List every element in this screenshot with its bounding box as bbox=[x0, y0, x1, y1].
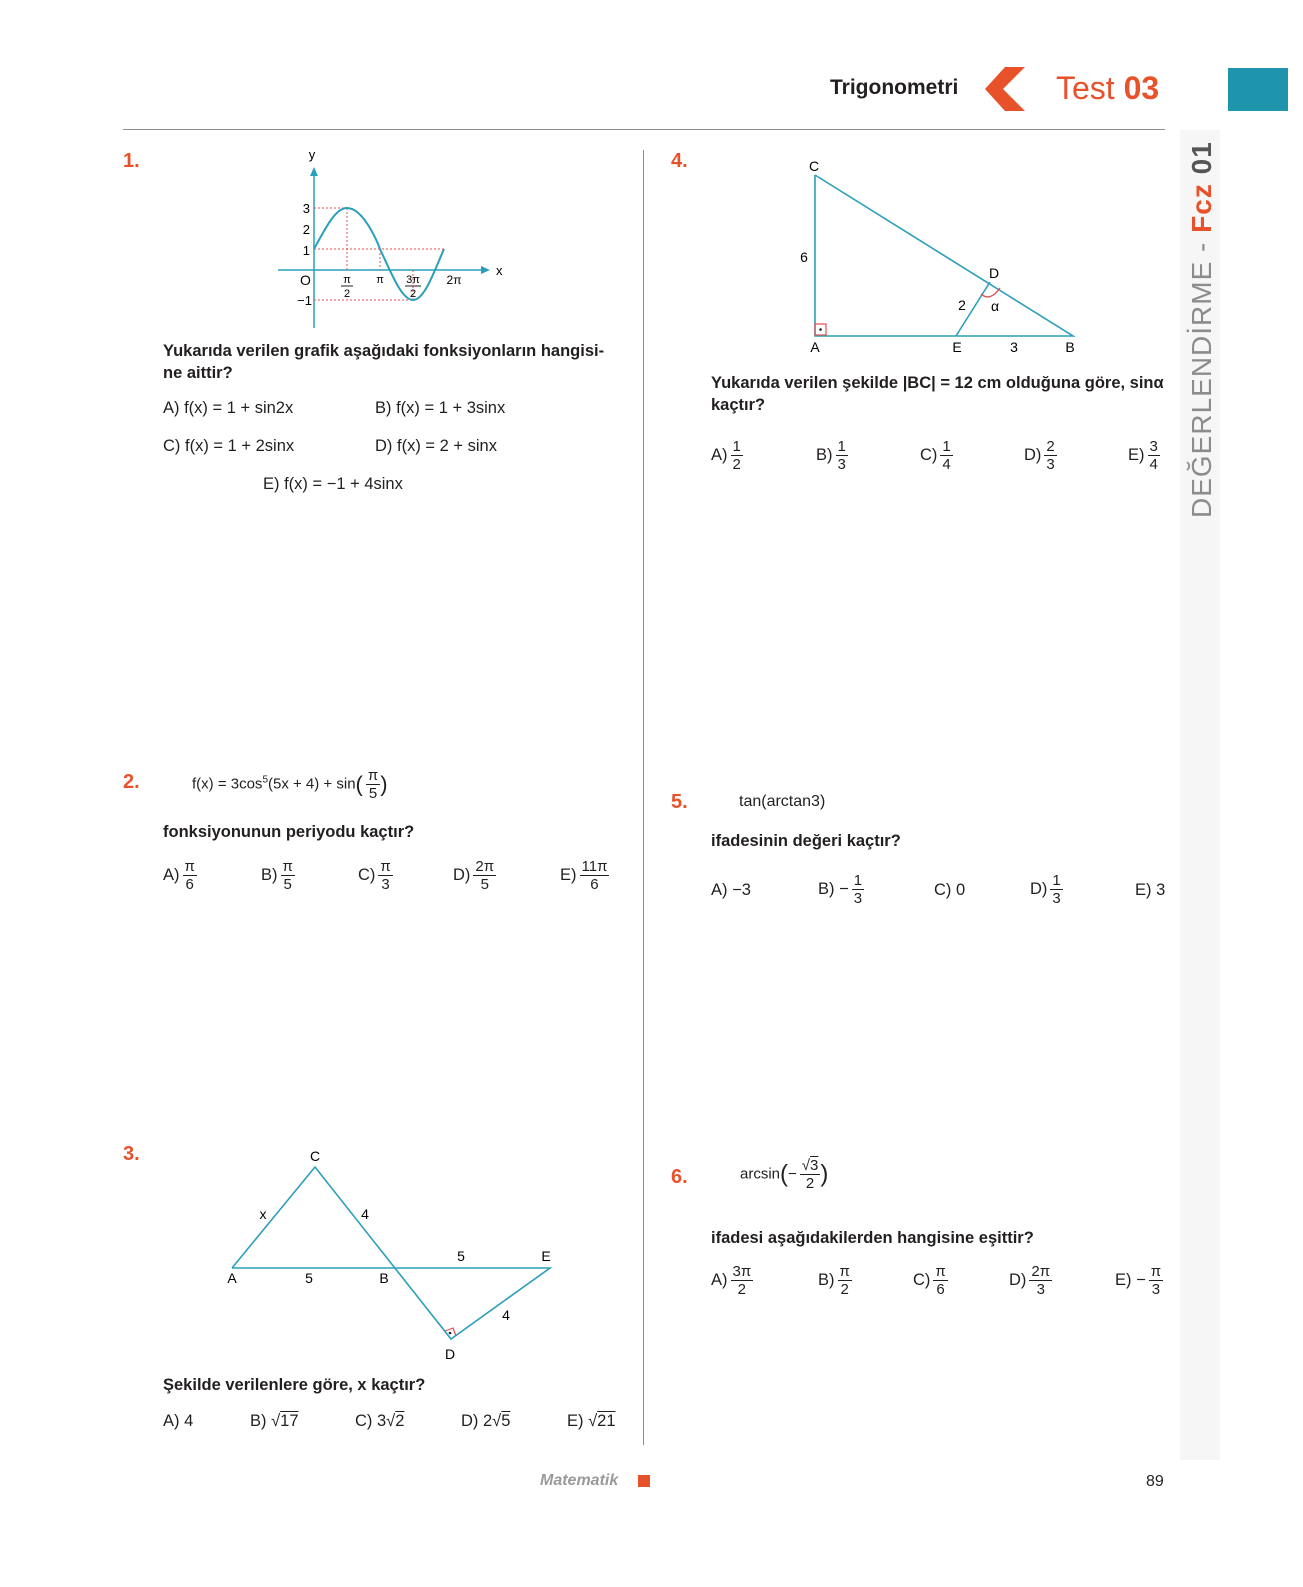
q2-formula: $f(x) = 3\cos^5(5x + 4) + \sin$( $\frac{\pi}{5}$ ) bbox=[192, 767, 388, 802]
footer-subject: Matematik bbox=[540, 1472, 619, 1489]
q2-formula-exp: 5 bbox=[262, 774, 268, 786]
q2-option-e[interactable]: E) $\frac{11\pi}{6}$ bbox=[560, 858, 608, 893]
q6-sign: − bbox=[788, 1165, 797, 1183]
section-number: 01 bbox=[1186, 141, 1217, 175]
q4-label-e: E bbox=[952, 339, 962, 355]
q6-option-e[interactable]: E) − $\frac{\pi}{3}$ bbox=[1115, 1263, 1162, 1298]
q4-option-d[interactable]: D) $\frac{2}{3}$ bbox=[1024, 438, 1055, 473]
q1-tick-pi2-num: π bbox=[343, 274, 351, 286]
side-tab bbox=[1228, 68, 1288, 111]
footer-square-icon bbox=[638, 1475, 650, 1487]
q6-fn: arcsin bbox=[740, 1165, 781, 1183]
chevron-left-icon bbox=[985, 67, 1025, 111]
q5-expression: tan(arctan3) bbox=[739, 793, 826, 810]
q1-tick-pi: π bbox=[376, 274, 384, 286]
q6-option-a[interactable]: A) $\frac{3\pi}{2}$ bbox=[711, 1263, 752, 1298]
page-number: 89 bbox=[1146, 1473, 1164, 1490]
q3-figure bbox=[215, 1145, 565, 1370]
q3-label-e: E bbox=[541, 1248, 551, 1264]
header-title: Trigonometri bbox=[830, 76, 959, 99]
q1-option-c[interactable]: C) f(x) = 1 + 2sinx bbox=[163, 437, 295, 455]
q6-option-b[interactable]: B) $\frac{\pi}{2}$ bbox=[818, 1263, 850, 1298]
q3-option-d[interactable]: D) 2√5 bbox=[461, 1412, 511, 1430]
q1-option-d[interactable]: D) f(x) = 2 + sinx bbox=[375, 437, 497, 455]
q6-number: 6. bbox=[671, 1166, 688, 1188]
q3-label-a: A bbox=[227, 1270, 237, 1286]
q6-option-c[interactable]: C) $\frac{\pi}{6}$ bbox=[913, 1263, 946, 1298]
q1-tick-1: 1 bbox=[302, 243, 310, 258]
section-badge: Fcz bbox=[1186, 183, 1217, 233]
q1-tick-pi2-den: 2 bbox=[343, 288, 351, 300]
q1-tick-2: 2 bbox=[302, 222, 310, 237]
section-separator: - bbox=[1186, 241, 1217, 252]
q1-option-b[interactable]: B) f(x) = 1 + 3sinx bbox=[375, 399, 506, 417]
q6-text: ifadesi aşağıdakilerden hangisine eşittir? bbox=[711, 1229, 1034, 1247]
q3-label-x: x bbox=[259, 1206, 267, 1222]
q1-x-arrow-icon bbox=[481, 266, 490, 274]
q1-y-label: y bbox=[308, 147, 316, 162]
q3-label-de: 4 bbox=[502, 1307, 510, 1323]
q3-option-a[interactable]: A) 4 bbox=[163, 1412, 194, 1430]
q2-option-a[interactable]: A) $\frac{\pi}{6}$ bbox=[163, 858, 195, 893]
q2-option-c[interactable]: C) $\frac{\pi}{3}$ bbox=[358, 858, 391, 893]
q3-label-d: D bbox=[444, 1346, 456, 1362]
q1-graph bbox=[270, 145, 510, 335]
q4-text: Yukarıda verilen şekilde |BC| = 12 cm olduğuna göre, sinα kaçtır? bbox=[711, 374, 1164, 414]
q4-label-ca: 6 bbox=[800, 249, 808, 265]
q1-tick-2pi: 2π bbox=[446, 273, 462, 287]
test-label-text: Test bbox=[1056, 70, 1115, 106]
q1-number: 1. bbox=[123, 150, 140, 172]
q4-number: 4. bbox=[671, 150, 688, 172]
q4-triangle bbox=[815, 175, 1073, 336]
q4-label-d: D bbox=[988, 265, 1000, 281]
q1-x-label: x bbox=[496, 263, 503, 278]
q4-label-alpha: α bbox=[990, 298, 1000, 314]
q3-label-b: B bbox=[379, 1270, 389, 1286]
q6-frac: $\frac{√3}{2}$ bbox=[801, 1157, 819, 1192]
q5-option-b[interactable]: B) − $\frac{1}{3}$ bbox=[818, 872, 863, 907]
section-name: DEĞERLENDİRME bbox=[1186, 260, 1217, 518]
q5-text: ifadesinin değeri kaçtır? bbox=[711, 832, 901, 850]
q4-label-eb: 3 bbox=[1010, 339, 1018, 355]
q1-option-e[interactable]: E) f(x) = −1 + 4sinx bbox=[263, 475, 403, 493]
q5-option-c[interactable]: C) 0 bbox=[934, 881, 966, 899]
q1-tick-3: 3 bbox=[302, 201, 310, 216]
q1-y-arrow-icon bbox=[310, 167, 318, 176]
q2-number: 2. bbox=[123, 771, 140, 793]
q1-tick-3pi2-num: 3π bbox=[406, 274, 420, 286]
q3-number: 3. bbox=[123, 1143, 140, 1165]
q2-option-b[interactable]: B) $\frac{\pi}{5}$ bbox=[261, 858, 293, 893]
q2-formula-lhs: f(x) = 3cos bbox=[192, 775, 263, 793]
q5-option-e[interactable]: E) 3 bbox=[1135, 881, 1166, 899]
vertical-section-label bbox=[1186, 141, 1218, 518]
q1-tick-3pi2-den: 2 bbox=[409, 288, 417, 300]
test-number: 03 bbox=[1123, 70, 1160, 106]
q1-curve bbox=[314, 208, 444, 300]
q3-option-e[interactable]: E) √21 bbox=[567, 1412, 616, 1430]
q3-option-b[interactable]: B) √17 bbox=[250, 1412, 299, 1430]
q3-option-c[interactable]: C) 3√2 bbox=[355, 1412, 405, 1430]
q2-option-d[interactable]: D) $\frac{2\pi}{5}$ bbox=[453, 858, 495, 893]
q1-guides bbox=[314, 208, 444, 300]
q5-option-d[interactable]: D) $\frac{1}{3}$ bbox=[1030, 872, 1061, 907]
q2-text: fonksiyonunun periyodu kaçtır? bbox=[163, 823, 415, 841]
q4-option-b[interactable]: B) $\frac{1}{3}$ bbox=[816, 438, 846, 473]
q1-option-a[interactable]: A) f(x) = 1 + sin2x bbox=[163, 399, 294, 417]
q4-figure bbox=[790, 150, 1090, 360]
q2-formula-frac: $\frac{\pi}{5}$ bbox=[367, 767, 379, 802]
q1-text: Yukarıda verilen grafik aşağıdaki fonksiyonların hangisi-ne aittir? bbox=[163, 342, 605, 382]
q4-option-c[interactable]: C) $\frac{1}{4}$ bbox=[920, 438, 951, 473]
header-divider bbox=[123, 129, 1165, 130]
q4-label-b: B bbox=[1065, 339, 1075, 355]
q5-option-a[interactable]: A) −3 bbox=[711, 881, 751, 899]
column-divider bbox=[643, 150, 644, 1445]
q1-origin: O bbox=[300, 272, 311, 288]
q4-option-e[interactable]: E) $\frac{3}{4}$ bbox=[1128, 438, 1158, 473]
q1-tick-neg1: −1 bbox=[297, 293, 312, 308]
q6-expression: arcsin(− $\frac{√3}{2}$ ) bbox=[740, 1157, 829, 1192]
q3-label-c: C bbox=[309, 1148, 321, 1164]
q3-text: Şekilde verilenlere göre, x kaçtır? bbox=[163, 1376, 426, 1394]
test-label bbox=[1056, 70, 1159, 107]
q3-label-cb: 4 bbox=[361, 1206, 369, 1222]
q6-option-d[interactable]: D) $\frac{2\pi}{3}$ bbox=[1009, 1263, 1051, 1298]
q4-label-a: A bbox=[810, 339, 820, 355]
q5-number: 5. bbox=[671, 791, 688, 813]
q4-label-de: 2 bbox=[958, 297, 966, 313]
q4-label-c: C bbox=[808, 158, 820, 174]
q3-label-ab: 5 bbox=[305, 1270, 313, 1286]
q4-option-a[interactable]: A) $\frac{1}{2}$ bbox=[711, 438, 741, 473]
q3-label-be: 5 bbox=[457, 1248, 465, 1264]
q2-formula-mid: (5x + 4) + sin bbox=[268, 775, 356, 793]
